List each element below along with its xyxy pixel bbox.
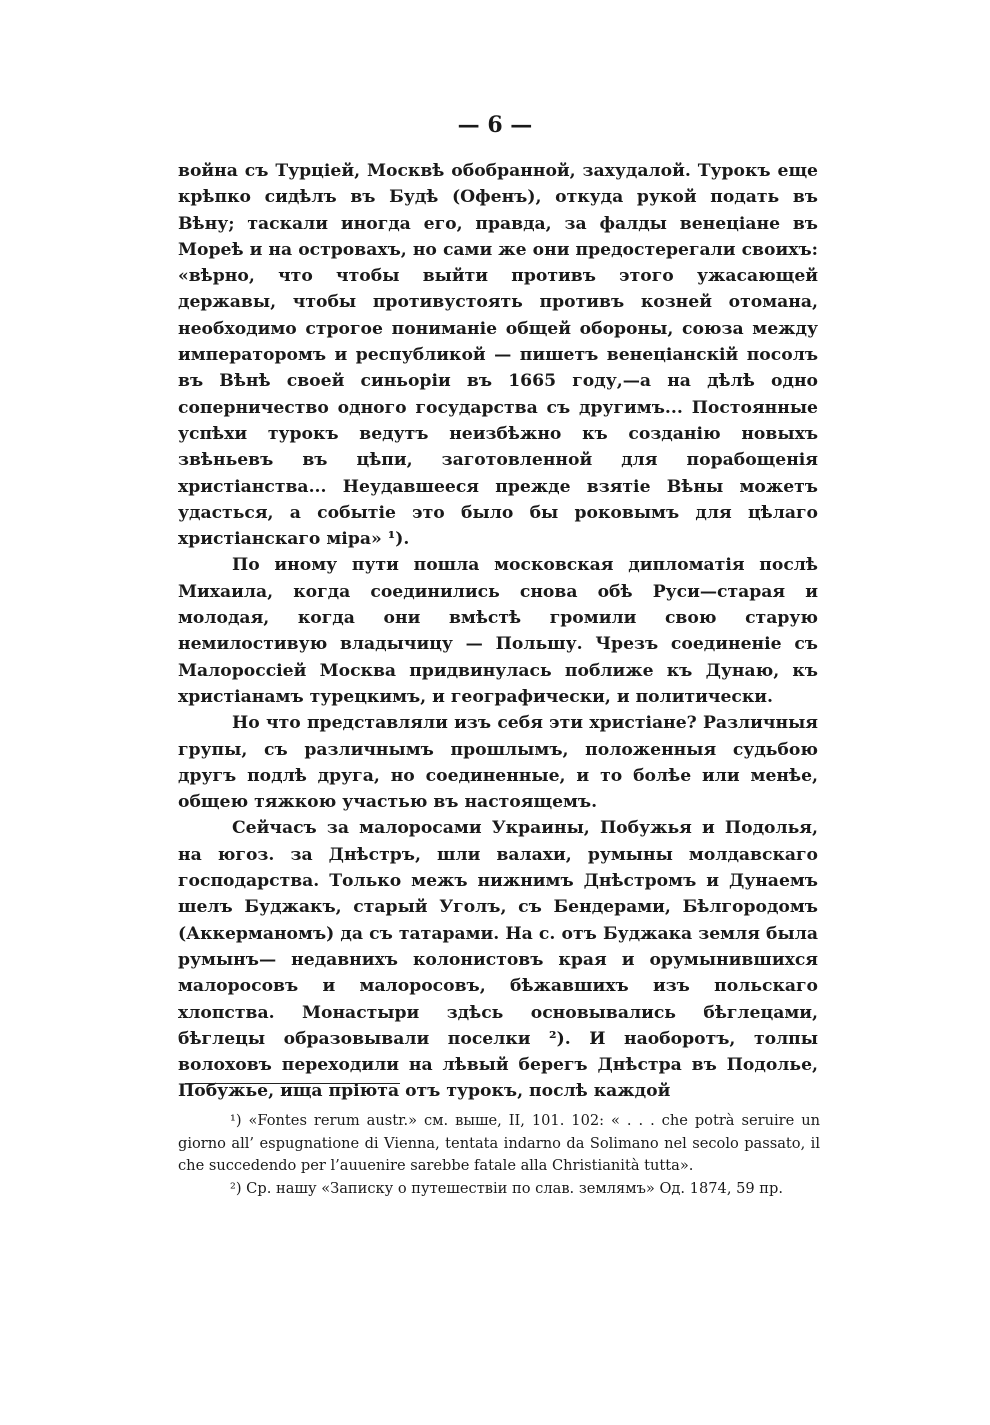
footnote-2: ²) Ср. нашу «Записку о путешествіи по слав. землямъ» Од. 1874, 59 пр. (230, 1179, 784, 1197)
body-text (178, 158, 818, 1105)
paragraph-4: Сейчасъ за малоросами Украины, Побужья и Подолья, на югоз. за Днѣстръ, шли валахи, румыны молдавскаго господарства. Только межъ нижнимъ Днѣстромъ и Дунаемъ шелъ Буджакъ, старый Уголъ, съ Бендерами, Бѣлгородомъ (Аккерманомъ) да съ татарами. На с. отъ Буджака земля была румынъ— недавнихъ колонистовъ края и орумынившихся малоросовъ и малоросовъ, бѣжавшихъ изъ польскаго хлопства. Монастыри здѣсь основывались бѣглецами, бѣглецы образовывали поселки ²). И наоборотъ, толпы волоховъ переходили на лѣвый берегъ Днѣстра въ Подолье, Побужье, ища пріюта отъ турокъ, послѣ каждой (178, 818, 818, 1102)
footnote-1: ¹) «Fontes rerum austr.» см. выше, II, 101. 102: « . . . che potrà seruire un giorno all’ espugnatione di Vienna, tentata indarno da Solimano nel secolo passato, il che succedendo per l’auuenire sarebbe fatale alla Christianità tutta». (178, 1112, 820, 1174)
paragraph-3: Но что представляли изъ себя эти христіане? Различныя групы, съ различнымъ прошлымъ, положенныя судьбою другъ подлѣ друга, но соединенные, и то болѣе или менѣе, общею тяжкою участью въ настоящемъ. (178, 713, 818, 813)
paragraph-2: По иному пути пошла московская дипломатія послѣ Михаила, когда соединились снова обѣ Руси—старая и молодая, когда они вмѣстѣ громили свою старую немилостивую владычицу — Польшу. Чрезъ соединеніе съ Малороссіей Москва придвинулась поближе къ Дунаю, къ христіанамъ турецкимъ, и географически, и политически. (178, 555, 818, 707)
footnotes (178, 1110, 820, 1200)
paragraph-1: война съ Турціей, Москвѣ обобранной, захудалой. Турокъ еще крѣпко сидѣлъ въ Будѣ (Офенъ), откуда рукой подать въ Вѣну; таскали иногда его, правда, за фалды венеціане въ Мореѣ и на островахъ, но сами же они предостерегали своихъ: «вѣрно, что чтобы выйти противъ этого ужасающей державы, чтобы противустоять противъ козней отомана, необходимо строгое пониманіе общей обороны, союза между императоромъ и республикой — пишетъ венеціанскій посолъ въ Вѣнѣ своей синьоріи въ 1665 году,—а на дѣлѣ одно соперничество одного государства съ другимъ... Постоянные успѣхи турокъ ведутъ неизбѣжно къ созданію новыхъ звѣньевъ въ цѣпи, заготовленной для порабощенія христіанства... Неудавшееся прежде взятіе Вѣны можетъ удасться, а событіе это было бы роковымъ для цѣлаго христіанскаго міра» ¹). (178, 161, 818, 550)
footnote-divider (185, 1083, 400, 1084)
page-number: — 6 — (457, 112, 533, 138)
